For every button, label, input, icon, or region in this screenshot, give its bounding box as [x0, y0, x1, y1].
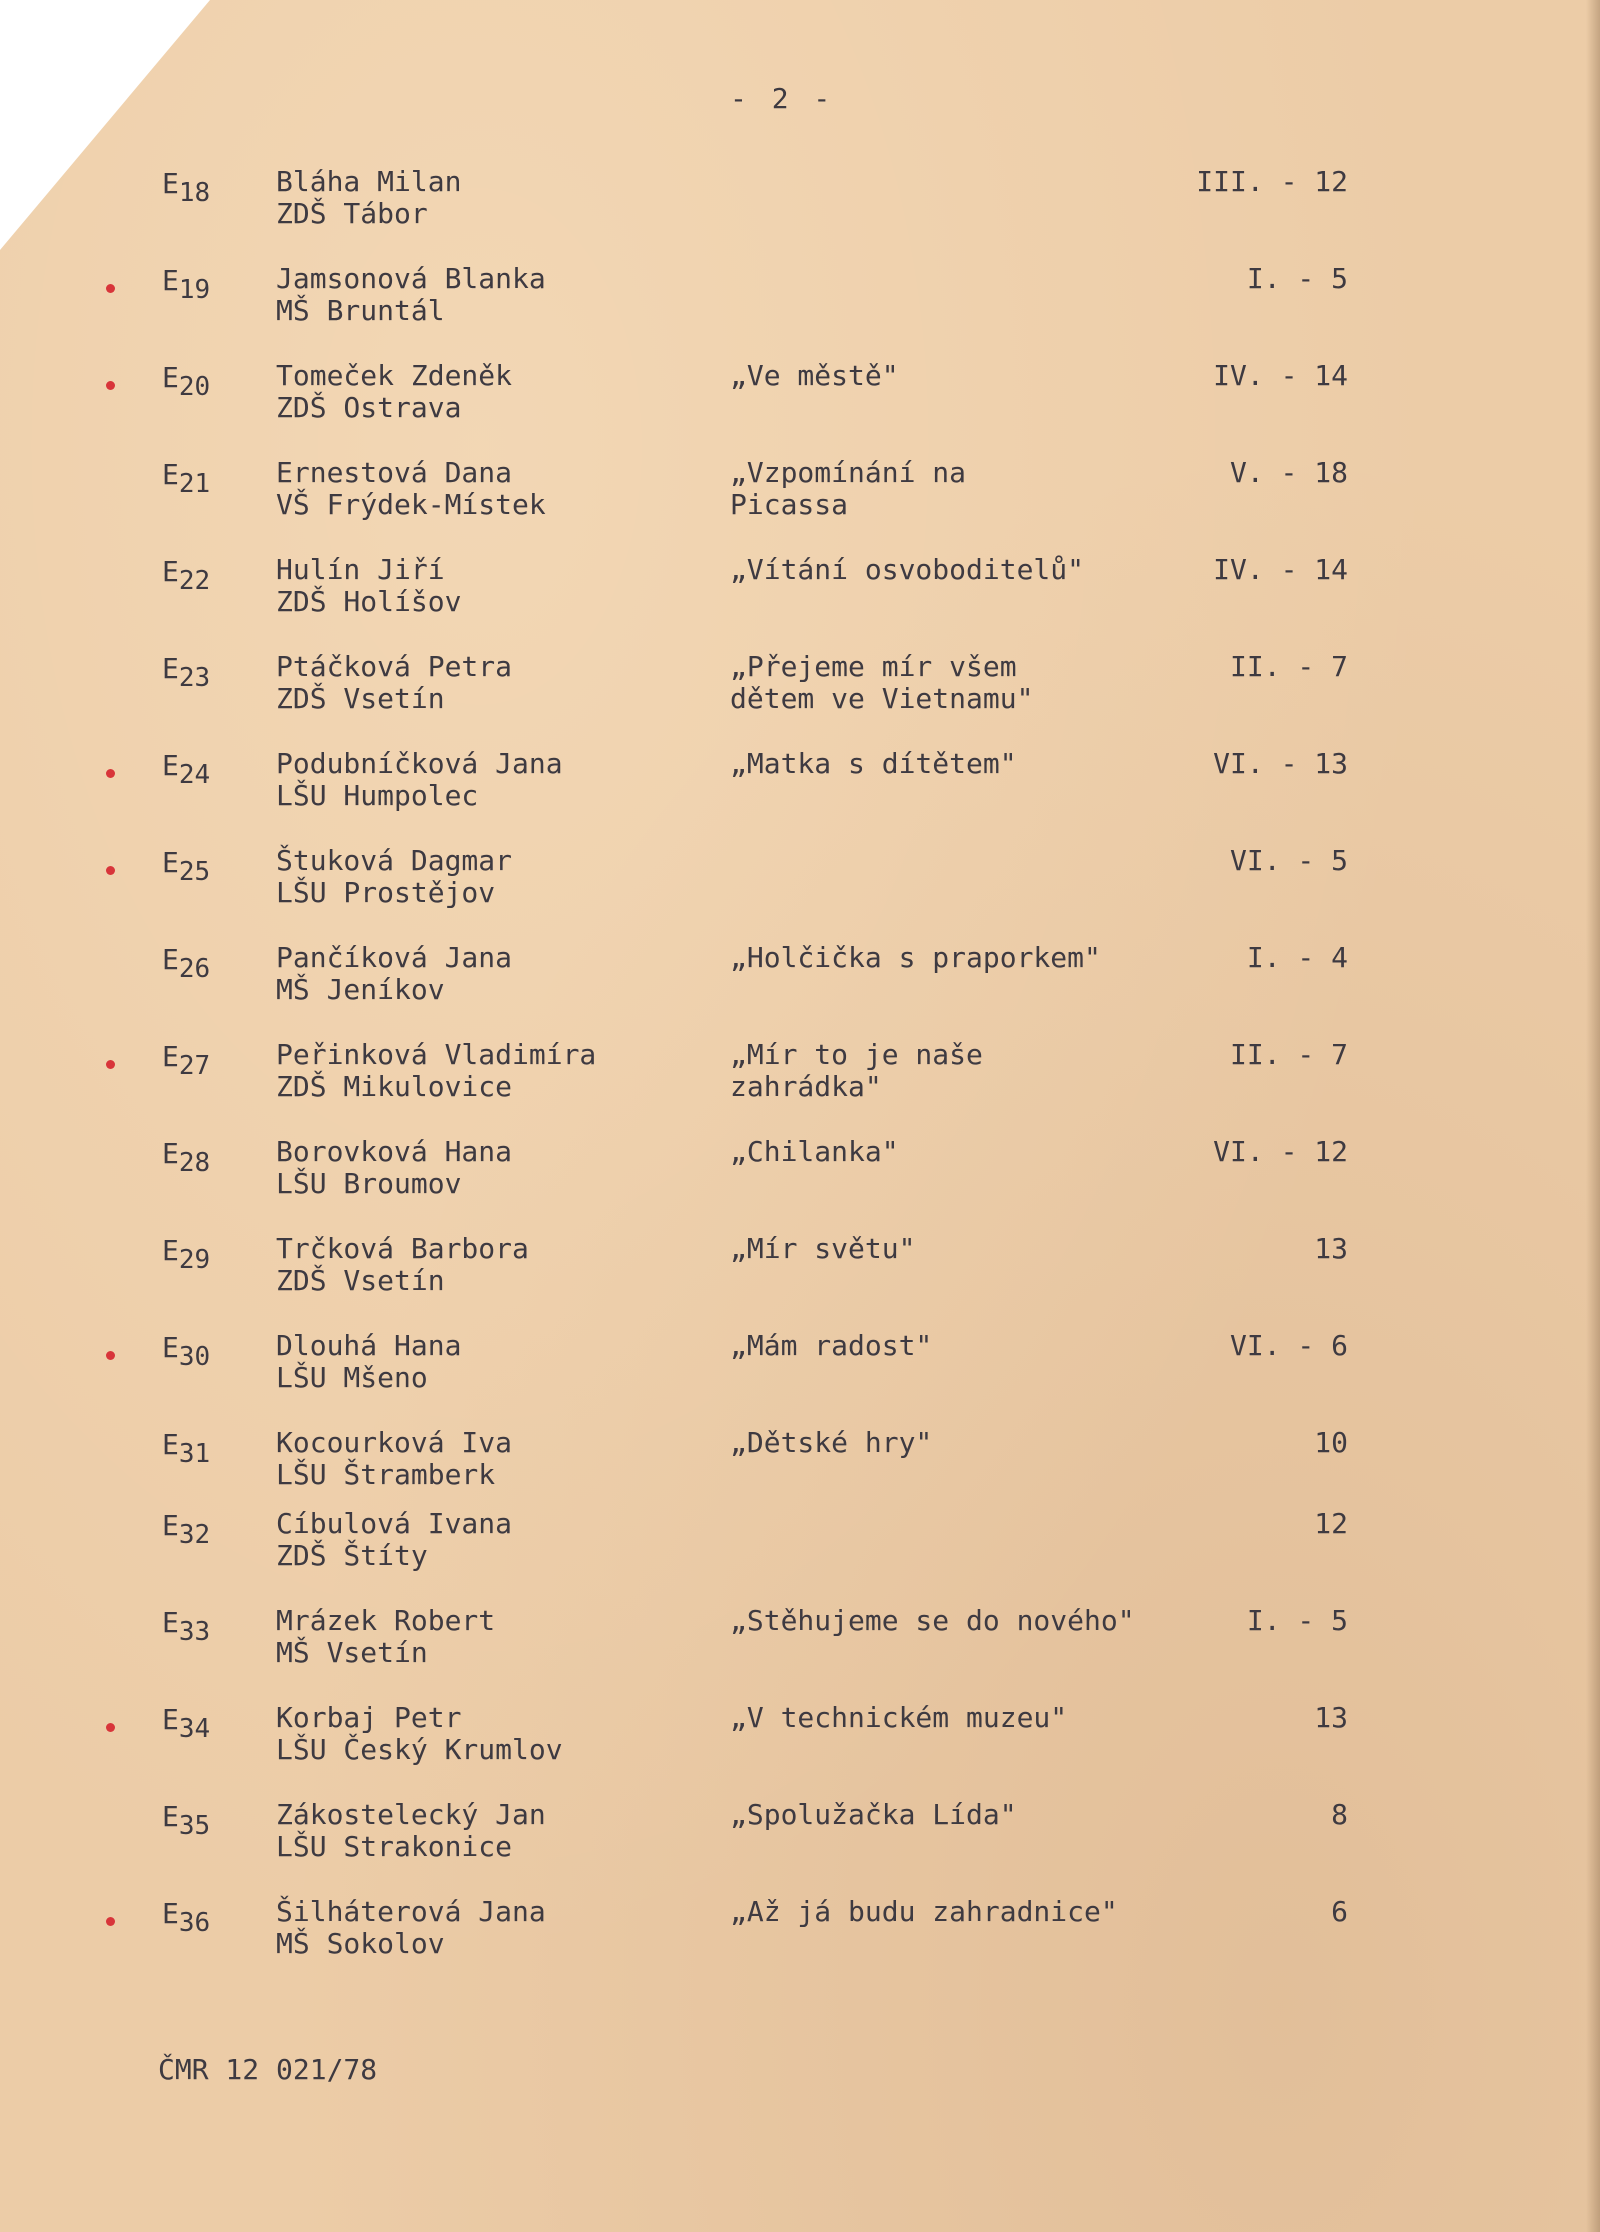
entry-code-number: 23 [178, 663, 211, 693]
entry-school: ZDŠ Štíty [276, 1539, 428, 1572]
entry-title-line-1: „Přejeme mír všem [730, 650, 1017, 683]
entry-code-letter: E [162, 1137, 179, 1170]
list-item [0, 1232, 1600, 1312]
entry-school: ZDŠ Vsetín [276, 1264, 445, 1297]
entry-code-letter: E [162, 1800, 179, 1833]
list-item [0, 262, 1600, 342]
entry-title-line-1: „Holčička s praporkem" [730, 941, 1101, 974]
entry-name: Mrázek Robert [276, 1604, 496, 1637]
entry-name: Zákostelecký Jan [276, 1798, 546, 1831]
entry-code-number: 34 [178, 1714, 211, 1744]
entry-code-number: 31 [178, 1439, 211, 1469]
entry-name: Ptáčková Petra [276, 650, 513, 683]
entry-grade: VI. - 12 [1213, 1135, 1348, 1168]
entry-code [162, 846, 211, 887]
entry-school: ZDŠ Tábor [276, 197, 428, 230]
entry-name: Ernestová Dana [276, 456, 513, 489]
entry-title-line-1: „Ve městě" [730, 359, 899, 392]
red-mark-bullet [106, 866, 115, 875]
entry-code-number: 32 [178, 1520, 211, 1550]
entry-grade: VI. - 6 [1229, 1329, 1348, 1362]
entry-school: LŠU Humpolec [276, 779, 479, 812]
entry-school: LŠU Štramberk [276, 1458, 496, 1491]
entry-title-line-1: „V technickém muzeu" [730, 1701, 1068, 1734]
entry-name: Peřinková Vladimíra [276, 1038, 597, 1071]
entry-code-letter: E [162, 1428, 179, 1461]
entry-code-number: 28 [178, 1148, 211, 1178]
entry-title-line-1: „Spolužačka Lída" [730, 1798, 1017, 1831]
entry-code-number: 18 [178, 178, 211, 208]
entry-school: LŠU Strakonice [276, 1830, 513, 1863]
red-mark-bullet [106, 381, 115, 390]
entry-code-letter: E [162, 1234, 179, 1267]
entry-name: Pančíková Jana [276, 941, 513, 974]
entry-grade: VI. - 13 [1213, 747, 1348, 780]
entry-code [162, 264, 211, 305]
list-item [0, 941, 1600, 1021]
entry-name: Podubníčková Jana [276, 747, 563, 780]
entry-grade: III. - 12 [1196, 165, 1348, 198]
entry-code-number: 35 [178, 1811, 211, 1841]
entry-school: ZDŠ Holíšov [276, 585, 462, 618]
entry-code-number: 36 [178, 1908, 211, 1938]
red-mark-bullet [106, 284, 115, 293]
entry-grade: IV. - 14 [1213, 553, 1348, 586]
list-item [0, 1895, 1600, 1975]
entry-name: Bláha Milan [276, 165, 462, 198]
list-item [0, 359, 1600, 439]
entry-title-line-1: „Mír to je naše [730, 1038, 983, 1071]
entry-code [162, 1897, 211, 1938]
entry-school: MŠ Jeníkov [276, 973, 445, 1006]
red-mark-bullet [106, 769, 115, 778]
list-item [0, 456, 1600, 536]
list-item [0, 1135, 1600, 1215]
entry-grade: VI. - 5 [1229, 844, 1348, 877]
entry-code-letter: E [162, 1606, 179, 1639]
entry-code [162, 1428, 211, 1469]
entry-code [162, 555, 211, 596]
red-mark-bullet [106, 1723, 115, 1732]
page-number: - 2 - [730, 82, 835, 115]
entry-grade: IV. - 14 [1213, 359, 1348, 392]
entry-code-letter: E [162, 1703, 179, 1736]
entry-grade: II. - 7 [1229, 1038, 1348, 1071]
entry-code-number: 29 [178, 1245, 211, 1275]
entry-code-letter: E [162, 1331, 179, 1364]
entry-code [162, 1509, 211, 1550]
entry-grade: 10 [1314, 1426, 1348, 1459]
list-item [0, 747, 1600, 827]
entry-name: Tomeček Zdeněk [276, 359, 513, 392]
list-item [0, 1507, 1600, 1587]
entry-code-number: 20 [178, 372, 211, 402]
entry-title-line-1: „Vzpomínání na [730, 456, 967, 489]
entry-code [162, 1703, 211, 1744]
entry-title-line-1: „Dětské hry" [730, 1426, 933, 1459]
entry-title-line-1: „Mám radost" [730, 1329, 933, 1362]
entry-school: MŠ Bruntál [276, 294, 445, 327]
red-mark-bullet [106, 1917, 115, 1926]
entry-code [162, 1234, 211, 1275]
entry-code [162, 458, 211, 499]
red-mark-bullet [106, 1351, 115, 1360]
entry-code [162, 1606, 211, 1647]
entry-name: Hulín Jiří [276, 553, 445, 586]
entry-code-number: 25 [178, 857, 211, 887]
entry-title-line-2: Picassa [730, 488, 849, 521]
entry-school: LŠU Broumov [276, 1167, 462, 1200]
entry-grade: 12 [1314, 1507, 1348, 1540]
entry-school: MŠ Sokolov [276, 1927, 445, 1960]
entry-name: Jamsonová Blanka [276, 262, 546, 295]
entry-code-number: 27 [178, 1051, 211, 1081]
entry-code-number: 30 [178, 1342, 211, 1372]
entry-code-number: 26 [178, 954, 211, 984]
entry-name: Kocourková Iva [276, 1426, 513, 1459]
entry-title-line-1: „Matka s dítětem" [730, 747, 1017, 780]
entry-title-line-2: zahrádka" [730, 1070, 882, 1103]
list-item [0, 1329, 1600, 1409]
entry-title-line-2: dětem ve Vietnamu" [730, 682, 1034, 715]
entry-grade: I. - 5 [1246, 1604, 1348, 1637]
list-item [0, 1426, 1600, 1506]
entry-title-line-1: „Chilanka" [730, 1135, 899, 1168]
entry-code-letter: E [162, 1509, 179, 1542]
entry-code-number: 21 [178, 469, 211, 499]
entry-code-letter: E [162, 167, 179, 200]
entry-code-number: 33 [178, 1617, 211, 1647]
entry-school: LŠU Mšeno [276, 1361, 428, 1394]
entry-title-line-1: „Mír světu" [730, 1232, 916, 1265]
entry-code [162, 1331, 211, 1372]
entry-code-letter: E [162, 264, 179, 297]
list-item [0, 844, 1600, 924]
entry-code-letter: E [162, 749, 179, 782]
entry-school: ZDŠ Ostrava [276, 391, 462, 424]
red-mark-bullet [106, 1060, 115, 1069]
entry-name: Štuková Dagmar [276, 844, 513, 877]
entry-code-number: 24 [178, 760, 211, 790]
entry-grade: I. - 4 [1246, 941, 1348, 974]
entry-school: ZDŠ Mikulovice [276, 1070, 513, 1103]
entry-code-letter: E [162, 1040, 179, 1073]
entry-name: Korbaj Petr [276, 1701, 462, 1734]
entry-school: MŠ Vsetín [276, 1636, 428, 1669]
entry-code-letter: E [162, 555, 179, 588]
entry-name: Borovková Hana [276, 1135, 513, 1168]
list-item [0, 1604, 1600, 1684]
entry-title-line-1: „Vítání osvoboditelů" [730, 553, 1085, 586]
entry-code [162, 167, 211, 208]
entry-grade: II. - 7 [1229, 650, 1348, 683]
list-item [0, 1798, 1600, 1878]
list-item [0, 650, 1600, 730]
entry-school: ZDŠ Vsetín [276, 682, 445, 715]
entry-title-line-1: „Až já budu zahradnice" [730, 1895, 1118, 1928]
entry-code [162, 1040, 211, 1081]
document-footer: ČMR 12 021/78 [158, 2053, 378, 2086]
entry-code-letter: E [162, 458, 179, 491]
entry-title-line-1: „Stěhujeme se do nového" [730, 1604, 1135, 1637]
entry-name: Cíbulová Ivana [276, 1507, 513, 1540]
entry-school: LŠU Prostějov [276, 876, 496, 909]
entry-code-letter: E [162, 1897, 179, 1930]
entry-school: VŠ Frýdek-Místek [276, 488, 546, 521]
entry-grade: 13 [1314, 1232, 1348, 1265]
list-item [0, 1701, 1600, 1781]
entry-code [162, 1800, 211, 1841]
entry-code-number: 19 [178, 275, 211, 305]
entry-code-letter: E [162, 943, 179, 976]
entry-code [162, 361, 211, 402]
entry-code-letter: E [162, 846, 179, 879]
entry-grade: I. - 5 [1246, 262, 1348, 295]
entry-grade: 8 [1331, 1798, 1348, 1831]
entry-grade: 6 [1331, 1895, 1348, 1928]
entry-code-letter: E [162, 652, 179, 685]
entry-name: Šilháterová Jana [276, 1895, 546, 1928]
entry-code-number: 22 [178, 566, 211, 596]
entry-name: Trčková Barbora [276, 1232, 529, 1265]
entry-code [162, 749, 211, 790]
entry-code [162, 652, 211, 693]
entry-grade: 13 [1314, 1701, 1348, 1734]
entry-grade: V. - 18 [1229, 456, 1348, 489]
entry-code [162, 1137, 211, 1178]
entry-name: Dlouhá Hana [276, 1329, 462, 1362]
entry-code [162, 943, 211, 984]
entry-school: LŠU Český Krumlov [276, 1733, 563, 1766]
list-item [0, 553, 1600, 633]
list-item [0, 165, 1600, 245]
list-item [0, 1038, 1600, 1118]
entry-code-letter: E [162, 361, 179, 394]
